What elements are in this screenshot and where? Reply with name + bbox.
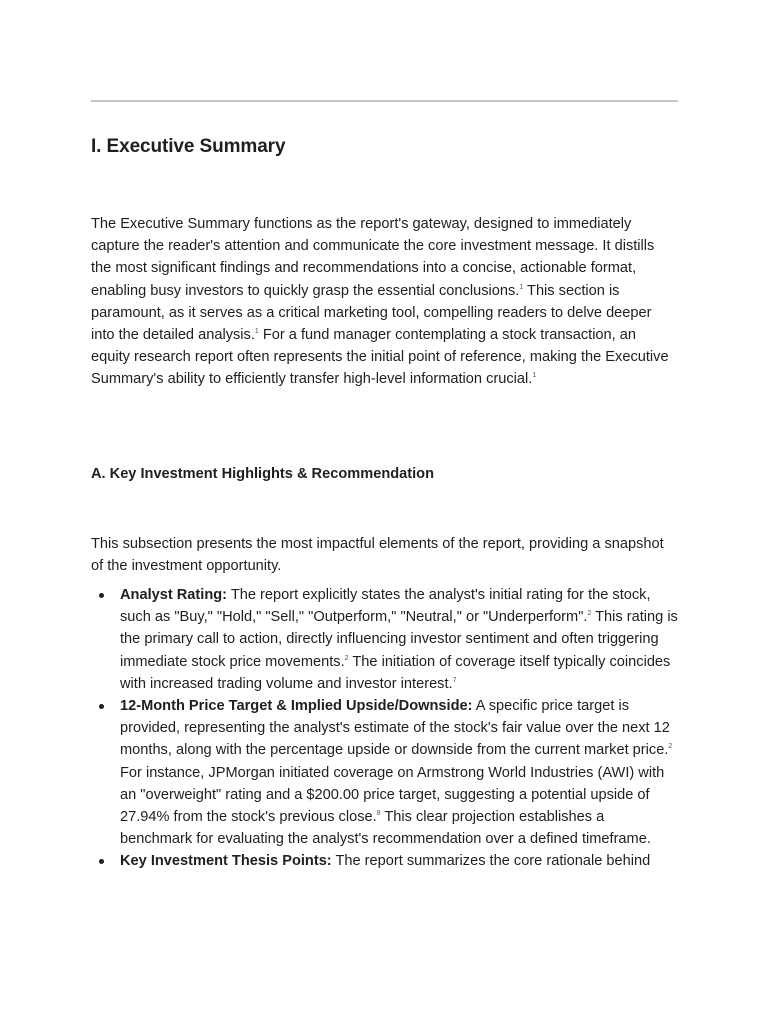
subsection-title: A. Key Investment Highlights & Recommendation — [91, 466, 435, 482]
subsection-intro: This subsection presents the most impactful elements of the report, providing a snapshot of the investment opportunity. — [91, 536, 664, 575]
list-item-text: This clear projection establishes a benchmark for evaluating the analyst's recommendation over a defined timeframe. — [120, 809, 651, 848]
list-item-text: The report explicitly states the analyst's initial rating for the stock, such as "Buy," "Hold," "Sell," "Outperform," "Neutral," or "Underperform". — [120, 587, 651, 626]
footnote-ref[interactable]: 2 — [668, 743, 673, 751]
bullet-icon — [99, 593, 104, 598]
list-item-text: For instance, JPMorgan initiated coverage on Armstrong World Industries (AWI) with an "overweight" rating and a $200.00 price target, suggesting a potential upside of 27.94% from the stock's previous close. — [120, 764, 665, 826]
intro-text: The Executive Summary functions as the report's gateway, designed to immediately capture the reader's attention and communicate the core investment message. It distills the most significant findings and recommendations into a concise, actionable format, enabling busy investors to quickly grasp the essential conclusions. — [91, 216, 655, 299]
bullet-icon — [99, 704, 104, 709]
list-item-text: The report summarizes the core rationale behind — [331, 853, 651, 870]
footnote-ref[interactable]: 2 — [344, 654, 349, 662]
footnote-ref[interactable]: 7 — [452, 676, 457, 684]
list-item — [91, 584, 678, 695]
section-title: I. Executive Summary — [91, 136, 286, 157]
footnote-ref[interactable]: 1 — [519, 283, 524, 291]
intro-text: This section is paramount, as it serves as a critical marketing tool, compelling readers to delve deeper into the detailed analysis. — [91, 282, 652, 344]
list-item — [91, 850, 678, 872]
horizontal-divider — [91, 100, 678, 102]
footnote-ref[interactable]: 8 — [376, 810, 381, 818]
bullet-icon — [99, 859, 104, 864]
intro-text: For a fund manager contemplating a stock transaction, an equity research report often represents the initial point of reference, making the Executive Summary's ability to efficiently transfer high-level information crucial. — [91, 327, 669, 388]
footnote-ref[interactable]: 2 — [587, 610, 592, 618]
list-item-text: This rating is the primary call to action, directly influencing investor sentiment and often triggering immediate stock price movements. — [120, 609, 678, 670]
list-item-label: Analyst Rating: — [120, 587, 228, 603]
list-item-label: Key Investment Thesis Points: — [120, 853, 332, 870]
footnote-ref[interactable]: 1 — [254, 328, 259, 336]
list-item-text: A specific price target is provided, representing the analyst's estimate of the stock's fair value over the next 12 months, along with the percentage upside or downside from the current market price. — [120, 698, 670, 759]
intro-paragraph — [91, 213, 678, 391]
list-item-text: The initiation of coverage itself typically coincides with increased trading volume and investor interest. — [120, 653, 671, 692]
list-item — [91, 695, 678, 850]
footnote-ref[interactable]: 1 — [532, 372, 537, 380]
highlights-list — [91, 584, 678, 873]
list-item-label: 12-Month Price Target & Implied Upside/Downside: — [120, 698, 473, 715]
